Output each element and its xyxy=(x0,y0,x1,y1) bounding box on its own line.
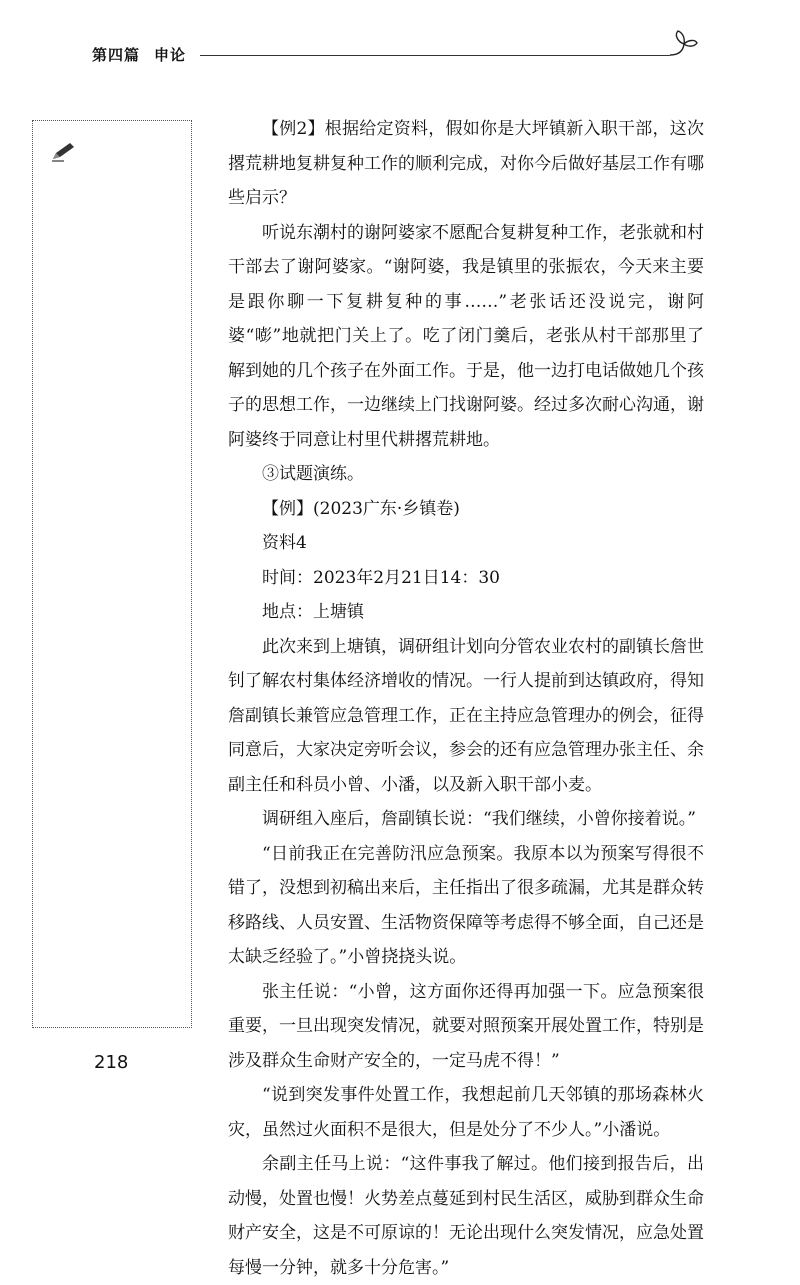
page-number: 218 xyxy=(94,1052,129,1073)
pencil-icon xyxy=(50,140,78,162)
sprout-icon xyxy=(666,26,700,60)
practice-heading: ③试题演练。 xyxy=(262,464,364,484)
material-paragraph: “说到突发事件处置工作，我想起前几天邻镇的那场森林火灾，虽然过火面积不是很大，但是处分了不少人。”小潘说。 xyxy=(228,1085,704,1140)
main-text xyxy=(228,112,704,1285)
question-example-2: 【例2】根据给定资料，假如你是大坪镇新入职干部，这次撂荒耕地复耕复种工作的顺利完成，对你今后做好基层工作有哪些启示？ xyxy=(228,119,704,208)
material-paragraph: 余副主任马上说：“这件事我了解过。他们接到报告后，出动慢，处置也慢！火势差点蔓延到村民生活区，威胁到群众生命财产安全，这是不可原谅的！无论出现什么突发情况，应急处置每慢一分钟，就多十分危害。” xyxy=(228,1154,704,1278)
margin-notes-box xyxy=(32,120,192,1028)
material-label: 资料4 xyxy=(262,533,307,553)
material-time: 时间：2023年2月21日14：30 xyxy=(262,567,500,588)
header-part: 第四篇 xyxy=(92,46,141,64)
material-place: 地点：上塘镇 xyxy=(262,602,364,622)
header-subject: 申论 xyxy=(154,46,187,64)
material-paragraph: “日前我正在完善防汛应急预案。我原本以为预案写得很不错了，没想到初稿出来后，主任指出了很多疏漏，尤其是群众转移路线、人员安置、生活物资保障等考虑得不够全面，自己还是太缺乏经验了。”小曾挠挠头说。 xyxy=(228,843,704,967)
material-paragraph: 此次来到上塘镇，调研组计划向分管农业农村的副镇长詹世钊了解农村集体经济增收的情况。一行人提前到达镇政府，得知詹副镇长兼管应急管理工作，正在主持应急管理办的例会，征得同意后，大家决定旁听会议，参会的还有应急管理办张主任、余副主任和科员小曾、小潘，以及新入职干部小麦。 xyxy=(228,636,704,795)
example-source: 【例】(2023广东·乡镇卷) xyxy=(262,498,460,519)
case-paragraph: 听说东潮村的谢阿婆家不愿配合复耕复种工作，老张就和村干部去了谢阿婆家。“谢阿婆，我是镇里的张振农，今天来主要是跟你聊一下复耕复种的事……”老张话还没说完，谢阿婆“嘭”地就把门关上了。吃了闭门羹后，老张从村干部那里了解到她的几个孩子在外面工作。于是，他一边打电话做她几个孩子的思想工作，一边继续上门找谢阿婆。经过多次耐心沟通，谢阿婆终于同意让村里代耕撂荒耕地。 xyxy=(228,222,704,450)
material-paragraph: 调研组入座后，詹副镇长说：“我们继续，小曾你接着说。” xyxy=(262,809,696,829)
header-title xyxy=(92,44,186,65)
material-paragraph: 张主任说：“小曾，这方面你还得再加强一下。应急预案很重要，一旦出现突发情况，就要对照预案开展处置工作，特别是涉及群众生命财产安全的，一定马虎不得！” xyxy=(228,981,704,1071)
header-rule xyxy=(200,55,670,56)
